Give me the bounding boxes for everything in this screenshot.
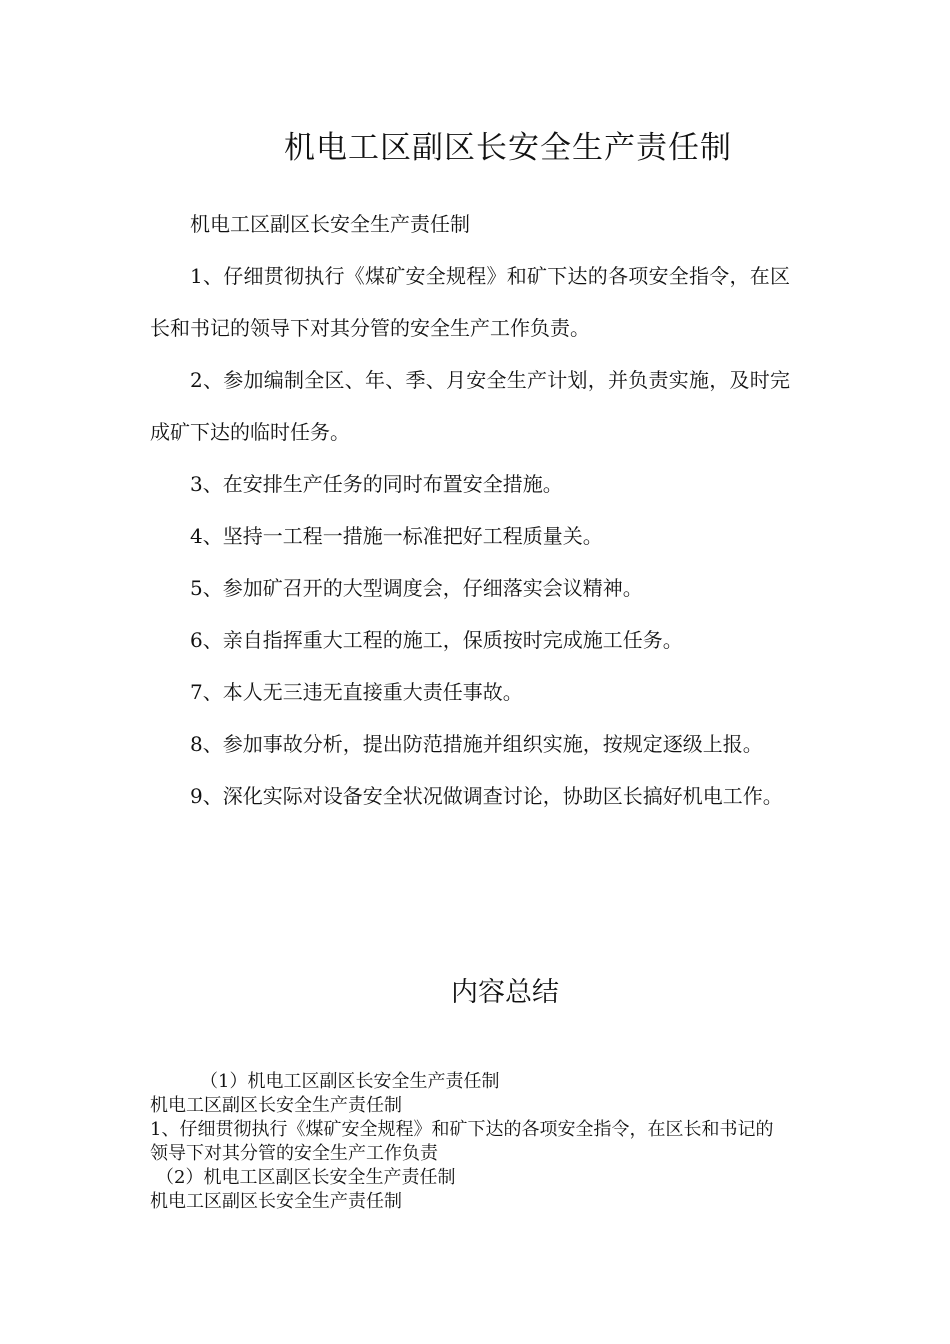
body-paragraph: 9、深化实际对设备安全状况做调查讨论，协助区长搞好机电工作。 (190, 784, 783, 808)
document-body (150, 198, 790, 822)
summary-line: （1）机电工区副区长安全生产责任制 (200, 1071, 500, 1092)
body-paragraph: 7、本人无三违无直接重大责任事故。 (190, 680, 523, 704)
body-paragraph: 机电工区副区长安全生产责任制 (190, 212, 470, 236)
body-paragraph: 3、在安排生产任务的同时布置安全措施。 (190, 472, 563, 496)
document-title: 机电工区副区长安全生产责任制 (284, 130, 732, 166)
summary-line: 机电工区副区长安全生产责任制 (150, 1095, 402, 1116)
summary-line: （2）机电工区副区长安全生产责任制 (156, 1167, 456, 1188)
body-paragraph: 5、参加矿召开的大型调度会，仔细落实会议精神。 (190, 576, 643, 600)
body-paragraph: 4、坚持一工程一措施一标准把好工程质量关。 (190, 524, 603, 548)
body-paragraph: 1、仔细贯彻执行《煤矿安全规程》和矿下达的各项安全指令，在区长和书记的领导下对其分管的安全生产工作负责。 (150, 264, 790, 340)
body-paragraph: 2、参加编制全区、年、季、月安全生产计划，并负责实施，及时完成矿下达的临时任务。 (150, 368, 790, 444)
body-paragraph: 8、参加事故分析，提出防范措施并组织实施，按规定逐级上报。 (190, 732, 763, 756)
summary-heading: 内容总结 (451, 977, 559, 1008)
summary-line: 机电工区副区长安全生产责任制 (150, 1191, 402, 1212)
summary-block (150, 1070, 790, 1214)
body-paragraph: 6、亲自指挥重大工程的施工，保质按时完成施工任务。 (190, 628, 683, 652)
summary-line: 1、仔细贯彻执行《煤矿安全规程》和矿下达的各项安全指令，在区长和书记的领导下对其分管的安全生产工作负责 (150, 1119, 774, 1164)
